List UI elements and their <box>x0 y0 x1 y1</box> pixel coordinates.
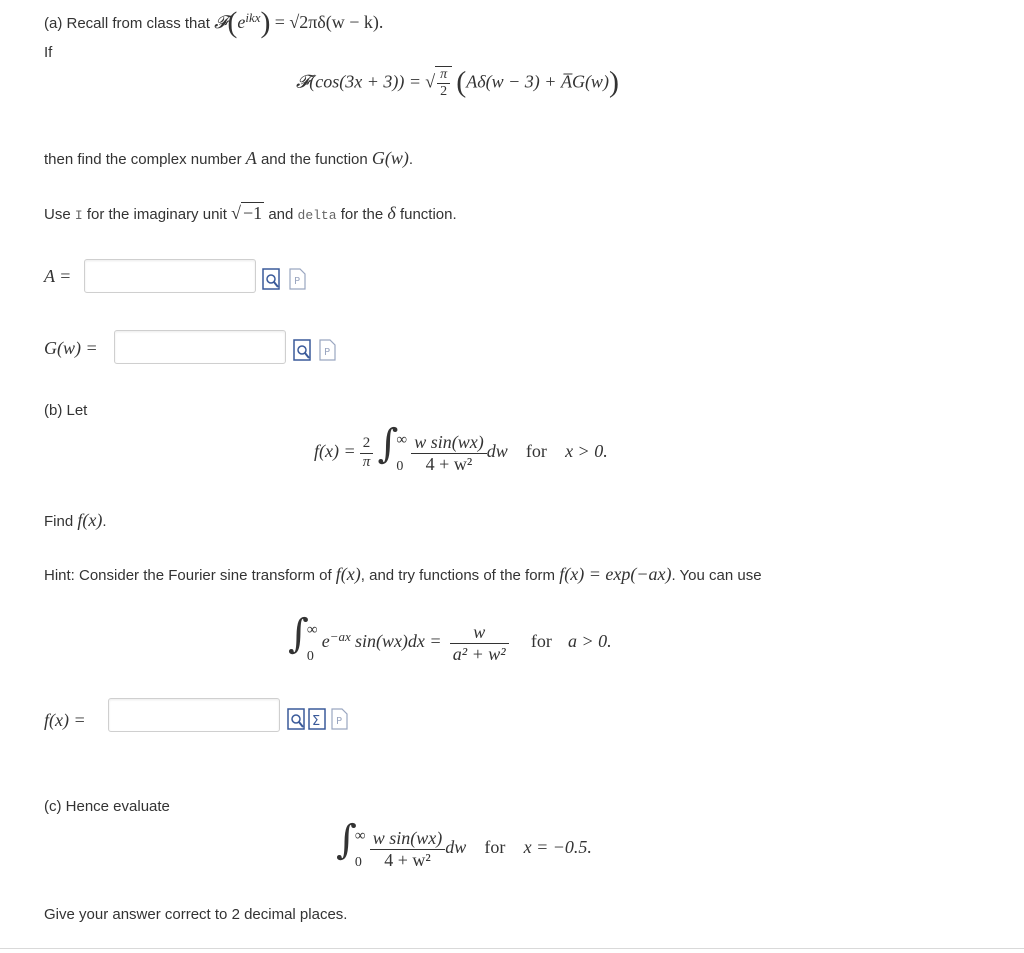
find-instruction: then find the complex number A and the function G(w). <box>44 148 414 168</box>
svg-text:P: P <box>294 276 301 287</box>
part-a-intro: (a) Recall from class that $𝓕(e^{ikx}) = √2\pi\delta(w - k)$. <box>44 6 384 39</box>
preview-icon[interactable] <box>293 338 313 362</box>
help-icon[interactable] <box>330 707 350 731</box>
find-f-instruction: Find f(x). <box>44 510 107 530</box>
preview-icon[interactable] <box>262 267 282 291</box>
part-b-intro: (b) Let <box>44 402 88 419</box>
svg-text:Σ: Σ <box>312 714 321 729</box>
answer-f-input[interactable] <box>108 698 280 732</box>
svg-text:P: P <box>324 347 331 358</box>
svg-text:P: P <box>336 716 343 727</box>
input-syntax-note: Use I for the imaginary unit √ −1 and delta for the δ function. <box>44 203 457 223</box>
answer-a-input[interactable] <box>84 259 256 293</box>
decimal-instruction: Give your answer correct to 2 decimal places. <box>44 906 348 923</box>
answer-f-label: f(x) = <box>44 710 86 730</box>
answer-g-label: G(w) = <box>44 338 98 358</box>
if-label: If <box>44 44 53 61</box>
part-c-intro: (c) Hence evaluate <box>44 798 170 815</box>
help-icon[interactable] <box>288 267 308 291</box>
answer-g-input[interactable] <box>114 330 286 364</box>
hint-identity: ∫ ∞ 0 $e^{-ax}$ sin(wx)dx = $\frac{w}{\text{a² + w²}}$ for a > 0. <box>288 611 612 664</box>
answer-a-label: A = <box>44 266 72 286</box>
part-b-equation: f(x) = $\frac{2}{\pi}$ ∫ ∞ 0 $\frac{\text{w sin(wx)}}{\text{4 + w²}}$ dw for x > 0. <box>314 421 608 474</box>
help-icon[interactable] <box>318 338 338 362</box>
part-c-integral: ∫ ∞ 0 $\frac{\text{w sin(wx)}}{\text{4 + w²}}$ dw for x = −0.5. <box>336 817 592 870</box>
part-a-equation: 𝓕(cos(3x + 3)) = √ $\frac{\pi}{2}$ (Aδ(w − 3) + A̅G(w)) <box>296 65 619 100</box>
hint-text: Hint: Consider the Fourier sine transform of f(x), and try functions of the form f(x) = exp(−ax). You can use <box>44 564 762 584</box>
symbolic-icon[interactable] <box>308 707 328 731</box>
bottom-divider <box>0 948 1024 949</box>
preview-icon[interactable] <box>287 707 307 731</box>
